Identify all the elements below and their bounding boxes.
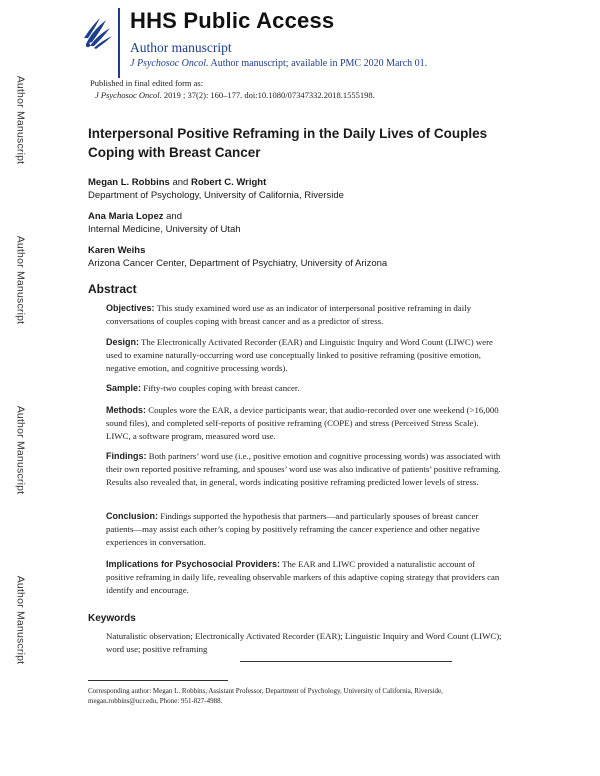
- abstract-sample: Sample: Fifty-two couples coping with breast cancer.: [106, 383, 300, 393]
- keywords-heading: Keywords: [88, 613, 136, 624]
- side-label-author-manuscript: Author Manuscript: [14, 575, 27, 665]
- abstract-findings: Findings: Both partners’ word use (i.e., positive emotion and cognitive processing words) was associated with their own reported positive reframing, and spouses’ word use was also indicative of patients’ positive reframing. Results also revealed that, in general, words indicating positive reframing predicted lower levels of stress.: [106, 451, 501, 488]
- author-block: Karen Weihs Arizona Cancer Center, Department of Psychiatry, University of Arizona: [88, 245, 388, 269]
- article-title: Interpersonal Positive Reframing in the Daily Lives of Couples Coping with Breast Cancer: [88, 126, 488, 160]
- abstract-design: Design: The Electronically Activated Recorder (EAR) and Linguistic Inquiry and Word Count (LIWC) were used to examine naturally-occurring word use conceptually linked to positive reframing (positive emotion, negative emotion, and cognitive processing words).: [106, 337, 493, 374]
- header-divider: [118, 8, 120, 78]
- section-divider: [240, 661, 452, 662]
- corresponding-author-footnote: Corresponding author: Megan L. Robbins, Assistant Professor, Department of Psychology, University of California, Riverside, megan.robbins@ucr.edu, Phone: 951-827-4988.: [88, 687, 443, 705]
- footnote-divider: [88, 680, 228, 681]
- side-label-author-manuscript: Author Manuscript: [14, 75, 27, 165]
- author-block: Ana Maria Lopez and Internal Medicine, University of Utah: [88, 211, 241, 235]
- abstract-objectives: Objectives: This study examined word use as an indicator of interpersonal positive reframing in daily conversations of couples coping with breast cancer and as a predictor of stress.: [106, 303, 471, 327]
- author-affiliation: Department of Psychology, University of California, Riverside: [88, 190, 344, 201]
- author-affiliation: Arizona Cancer Center, Department of Psychiatry, University of Arizona: [88, 258, 388, 269]
- published-label: Published in final edited form as:: [90, 78, 204, 88]
- abstract-conclusion: Conclusion: Findings supported the hypothesis that partners—and particularly spouses of breast cancer patients—may assist each other’s coping by positively reframing the cancer experience and other negative experiences in conversation.: [106, 511, 480, 548]
- journal-availability: J Psychosoc Oncol. Author manuscript; available in PMC 2020 March 01.: [130, 58, 428, 69]
- keywords-list: Naturalistic observation; Electronically Activated Recorder (EAR); Linguistic Inquiry and Word Count (LIWC); word use; positive reframing: [106, 631, 502, 654]
- author-affiliation: Internal Medicine, University of Utah: [88, 224, 241, 235]
- abstract-implications: Implications for Psychosocial Providers: The EAR and LIWC provided a naturalistic account of positive reframing in daily life, revealing observable markers of this adaptive coping strategy that providers can identify and encourage.: [106, 559, 500, 596]
- hhs-eagle-logo-icon: [80, 14, 114, 50]
- side-label-author-manuscript: Author Manuscript: [14, 405, 27, 495]
- citation: J Psychosoc Oncol. 2019 ; 37(2): 160–177. doi:10.1080/07347332.2018.1555198.: [95, 90, 375, 100]
- hhs-public-access-title: HHS Public Access: [130, 8, 335, 33]
- abstract-heading: Abstract: [88, 282, 137, 296]
- abstract-methods: Methods: Couples wore the EAR, a device participants wear, that audio-recorded over one weekend (>16,000 sound files), and completed self-reports of positive reframing (COPE) and stress (Perceived Stress Scale). LIWC, a software program, measured word use.: [106, 405, 499, 442]
- author-manuscript-label: Author manuscript: [130, 40, 232, 55]
- side-label-author-manuscript: Author Manuscript: [14, 235, 27, 325]
- author-block: Megan L. Robbins and Robert C. Wright Department of Psychology, University of California, Riverside: [88, 177, 344, 201]
